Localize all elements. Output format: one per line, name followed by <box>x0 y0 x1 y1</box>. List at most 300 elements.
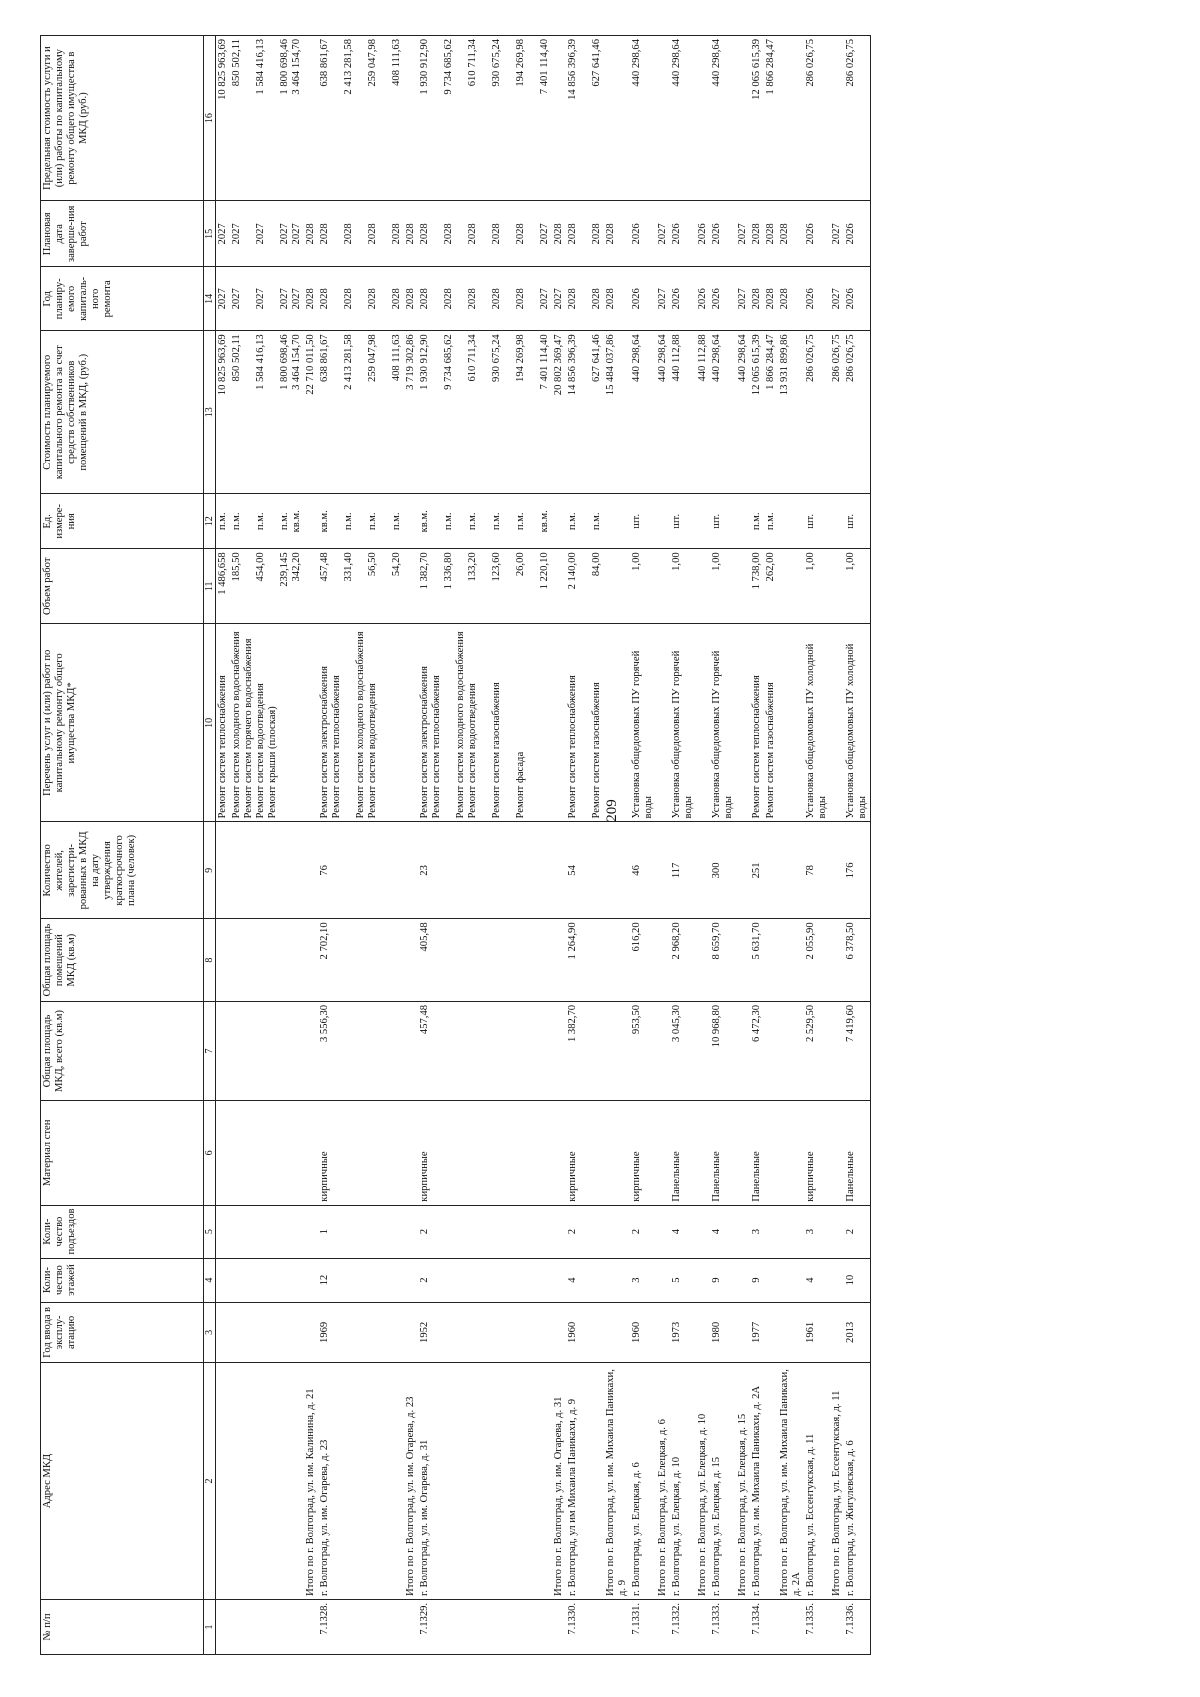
cell-c8: 5 631,70 <box>750 919 764 1002</box>
total-row <box>604 36 630 1655</box>
cell-c10 <box>670 624 696 822</box>
cell-c13 <box>404 331 418 494</box>
cell-c1 <box>552 1599 566 1654</box>
cell-line: 1,00 <box>671 552 683 571</box>
cell-c3 <box>216 1302 231 1363</box>
cell-line: 2028 <box>367 223 379 245</box>
cell-line: 2027 <box>830 223 842 245</box>
cell-c16 <box>566 36 604 201</box>
cell-c9 <box>764 822 778 919</box>
cell-line <box>431 334 443 490</box>
cell-c15 <box>566 201 604 267</box>
cell-c2: г. Волгоград, ул им Михаила Паникахи, д. 9 <box>566 1363 604 1600</box>
cell-line <box>579 334 591 490</box>
table-row <box>630 36 656 1655</box>
cell-line: кв.м. <box>419 510 431 533</box>
cell-line <box>379 552 391 620</box>
cell-c8: 405,48 <box>418 919 552 1002</box>
cell-c13 <box>750 331 764 494</box>
cell-c13 <box>230 331 304 494</box>
cell-c6: кирпичные <box>804 1101 830 1206</box>
cell-c6 <box>230 1101 304 1206</box>
cell-line: 2027 <box>231 223 243 245</box>
cell-c5: 1 <box>318 1205 404 1258</box>
cell-line <box>379 334 391 490</box>
table-row <box>750 36 764 1655</box>
cell-line: п.м. <box>217 512 229 531</box>
cell-line: 14 856 396,39 <box>567 39 579 100</box>
cell-line: п.м. <box>279 512 291 531</box>
column-header-c6: Материал стен <box>41 1101 204 1206</box>
cell-line: 1 866 284,47 <box>765 39 777 95</box>
cell-line <box>737 497 749 545</box>
cell-c10 <box>304 624 318 822</box>
cell-line: 13 931 899,86 <box>779 334 791 396</box>
cell-line <box>479 627 491 818</box>
cell-c6 <box>656 1101 670 1206</box>
cell-line <box>331 552 343 620</box>
cell-line: п.м. <box>255 512 267 531</box>
cell-line: п.м. <box>343 512 355 531</box>
cell-c8 <box>736 919 750 1002</box>
cell-line: п.м. <box>367 512 379 531</box>
cell-line <box>831 39 843 197</box>
cell-c8 <box>696 919 710 1002</box>
cell-line: 133,20 <box>467 552 479 582</box>
total-row <box>656 36 670 1655</box>
cell-c13 <box>656 331 670 494</box>
cell-line: 2028 <box>765 223 777 245</box>
cell-line: п.м. <box>231 512 243 531</box>
cell-line: 2028 <box>765 288 777 310</box>
cell-c13 <box>304 331 318 494</box>
cell-line <box>831 497 843 545</box>
cell-c7: 10 968,80 <box>710 1001 736 1100</box>
cell-c14 <box>552 267 566 331</box>
cell-c12 <box>736 494 750 549</box>
cell-line: 1 584 416,13 <box>255 39 267 95</box>
cell-c15 <box>604 201 630 267</box>
cell-line: 408 111,63 <box>391 334 403 382</box>
cell-c2: Итого по г. Волгоград, ул. им. Михаила Паникахи, д. 9 <box>604 1363 630 1600</box>
cell-line: 2026 <box>804 288 816 310</box>
cell-c16 <box>670 36 696 201</box>
cell-line: 2027 <box>255 288 267 310</box>
cell-line: 2028 <box>491 223 503 245</box>
cell-c3: 1969 <box>318 1302 404 1363</box>
cell-line: 2026 <box>671 288 683 310</box>
cell-line: 440 298,64 <box>631 334 643 382</box>
cell-c14 <box>404 267 418 331</box>
cell-c3 <box>830 1302 844 1363</box>
cell-line <box>355 270 367 327</box>
cell-line: 1 220,10 <box>539 552 551 590</box>
cell-c14 <box>804 267 830 331</box>
cell-line <box>527 270 539 327</box>
cell-c14 <box>750 267 764 331</box>
cell-c15 <box>318 201 404 267</box>
column-number: 15 <box>204 201 216 267</box>
cell-line: 239,145 <box>279 552 291 587</box>
cell-c12 <box>670 494 696 549</box>
table-row <box>804 36 830 1655</box>
cell-c16 <box>230 36 304 201</box>
table-row <box>844 36 870 1655</box>
cell-c8 <box>304 919 318 1002</box>
cell-line: 2026 <box>671 223 683 245</box>
cell-line <box>343 627 355 818</box>
column-number: 5 <box>204 1205 216 1258</box>
cell-c9 <box>696 822 710 919</box>
cell-line: 2027 <box>217 288 229 310</box>
column-header-c13: Стоимость планируемого капитального ремонта за счет средств собственников помещений в МКД, (руб.) <box>41 331 204 494</box>
cell-c7 <box>604 1001 630 1100</box>
cell-line: 440 298,64 <box>631 39 643 87</box>
table-row <box>566 36 604 1655</box>
cell-line: 123,60 <box>491 552 503 582</box>
cell-c4 <box>304 1258 318 1302</box>
cell-line: 930 675,24 <box>491 334 503 382</box>
cell-c9: 300 <box>710 822 736 919</box>
cell-c3 <box>304 1302 318 1363</box>
cell-c10 <box>778 624 804 822</box>
cell-c11 <box>230 549 304 624</box>
cell-line <box>455 39 467 197</box>
cell-c6 <box>736 1101 750 1206</box>
cell-line <box>579 552 591 620</box>
cell-c1: 7.1333. <box>710 1599 736 1654</box>
cell-line: 3 464 154,70 <box>291 334 303 390</box>
cell-c10 <box>696 624 710 822</box>
cell-line <box>553 497 565 545</box>
cell-c16 <box>830 36 844 201</box>
table-row <box>418 36 552 1655</box>
page-number-text: 209 <box>603 798 620 822</box>
cell-line <box>479 39 491 197</box>
cell-c10 <box>804 624 830 822</box>
cell-line: 2026 <box>631 288 643 310</box>
cell-c1: 7.1329. <box>418 1599 552 1654</box>
cell-c15 <box>750 201 764 267</box>
cell-c1 <box>604 1599 630 1654</box>
cell-line <box>455 552 467 620</box>
cell-line <box>479 204 491 263</box>
cell-line: 2028 <box>443 223 455 245</box>
column-header-c8: Общая площадь помещений МКД (кв.м) <box>41 919 204 1002</box>
column-header-c10: Перечень услуг и (или) работ по капитальному ремонту общего имущества МКД* <box>41 624 204 822</box>
column-header-c5: Коли-чество подъездов <box>41 1205 204 1258</box>
cell-c5 <box>404 1205 418 1258</box>
cell-c13 <box>830 331 844 494</box>
cell-line: 2028 <box>419 288 431 310</box>
cell-line <box>503 497 515 545</box>
cell-line: 286 026,75 <box>804 334 816 382</box>
cell-c6 <box>696 1101 710 1206</box>
cell-line: 1 382,70 <box>419 552 431 590</box>
cell-c1 <box>736 1599 750 1654</box>
cell-c6 <box>604 1101 630 1206</box>
cell-line: кв.м. <box>291 510 303 533</box>
cell-c6: кирпичные <box>418 1101 552 1206</box>
cell-c8 <box>604 919 630 1002</box>
cell-line: п.м. <box>751 512 763 531</box>
total-row <box>736 36 750 1655</box>
cell-c4: 10 <box>844 1258 870 1302</box>
cell-c12 <box>750 494 764 549</box>
cell-line: Ремонт систем теплоснабжения <box>217 675 229 819</box>
cell-c1 <box>696 1599 710 1654</box>
cell-c11 <box>404 549 418 624</box>
cell-c9: 76 <box>318 822 404 919</box>
cell-c11 <box>630 549 656 624</box>
cell-c8 <box>216 919 231 1002</box>
cell-line <box>737 39 749 197</box>
cell-c12 <box>656 494 670 549</box>
cell-c11 <box>552 549 566 624</box>
cell-line <box>243 497 255 545</box>
column-header-c4: Коли-чество этажей <box>41 1258 204 1302</box>
cell-line: 1,00 <box>844 552 856 571</box>
cell-c4 <box>552 1258 566 1302</box>
column-number: 6 <box>204 1101 216 1206</box>
cell-c12 <box>710 494 736 549</box>
cell-line: Ремонт систем теплоснабжения <box>431 675 443 819</box>
cell-line: Ремонт систем холодного водоснабжения <box>231 631 243 819</box>
cell-c15 <box>230 201 304 267</box>
cell-c6: кирпичные <box>630 1101 656 1206</box>
cell-line: 2028 <box>391 223 403 245</box>
cell-c2 <box>764 1363 778 1600</box>
cell-c5: 2 <box>844 1205 870 1258</box>
cell-c16 <box>804 36 830 201</box>
cell-line: 10 825 963,69 <box>217 39 229 100</box>
cell-line: 2028 <box>751 223 763 245</box>
cell-line <box>243 552 255 620</box>
cell-c13 <box>566 331 604 494</box>
cell-line <box>579 270 591 327</box>
cell-c2: Итого по г. Волгоград, ул. им. Огарева, д. 31 <box>552 1363 566 1600</box>
cell-c13 <box>844 331 870 494</box>
cell-c6 <box>764 1101 778 1206</box>
cell-line: 1,00 <box>631 552 643 571</box>
cell-c13 <box>696 331 710 494</box>
cell-line: 1 930 912,90 <box>419 334 431 390</box>
cell-c10 <box>318 624 404 822</box>
cell-c4 <box>696 1258 710 1302</box>
cell-c9 <box>552 822 566 919</box>
cell-line: 12 065 615,39 <box>751 39 763 100</box>
cell-c12 <box>566 494 604 549</box>
cell-line <box>527 204 539 263</box>
cell-line: п.м. <box>591 512 603 531</box>
cell-c8 <box>552 919 566 1002</box>
cell-line: п.м. <box>567 512 579 531</box>
cell-line: 2028 <box>391 288 403 310</box>
cell-c5 <box>604 1205 630 1258</box>
cell-line: 610 711,34 <box>467 39 479 87</box>
cell-line: 1 584 416,13 <box>255 334 267 390</box>
cell-c12 <box>404 494 418 549</box>
cell-line: Установка общедомовых ПУ горячей воды <box>711 650 735 819</box>
cell-c11 <box>670 549 696 624</box>
cell-c5 <box>736 1205 750 1258</box>
cell-c2: Итого по г. Волгоград, ул. Елецкая, д. 15 <box>736 1363 750 1600</box>
cell-c1 <box>830 1599 844 1654</box>
cell-c11 <box>750 549 764 624</box>
cell-c14 <box>830 267 844 331</box>
cell-c15 <box>670 201 696 267</box>
cell-c1 <box>778 1599 804 1654</box>
cell-c11 <box>710 549 736 624</box>
column-header-c11: Объем работ <box>41 549 204 624</box>
cell-c6 <box>216 1101 231 1206</box>
cell-line <box>657 552 669 620</box>
cell-c9 <box>736 822 750 919</box>
cell-line <box>331 497 343 545</box>
cell-line: 2028 <box>367 288 379 310</box>
cell-c13 <box>630 331 656 494</box>
cell-c13 <box>318 331 404 494</box>
cell-c5: 3 <box>804 1205 830 1258</box>
cell-line: п.м. <box>515 512 527 531</box>
cell-c10 <box>750 624 764 822</box>
cell-c14 <box>670 267 696 331</box>
cell-line: Ремонт систем газоснабжения <box>591 682 603 819</box>
cell-line: 2028 <box>605 223 617 245</box>
cell-line <box>697 552 709 620</box>
cell-c7 <box>216 1001 231 1100</box>
cell-line: Ремонт фасада <box>515 751 527 819</box>
cell-line <box>479 334 491 490</box>
cell-line <box>267 204 279 263</box>
cell-line <box>405 627 417 818</box>
cell-c4: 4 <box>566 1258 604 1302</box>
cell-c12 <box>804 494 830 549</box>
cell-c2: г. Волгоград, ул. Елецкая, д. 15 <box>710 1363 736 1600</box>
cell-c6: Панельные <box>844 1101 870 1206</box>
cell-c5: 2 <box>566 1205 604 1258</box>
cell-line <box>455 204 467 263</box>
cell-c4: 5 <box>670 1258 696 1302</box>
cell-c15 <box>764 201 778 267</box>
cell-c14 <box>696 267 710 331</box>
cell-c16 <box>656 36 670 201</box>
cell-c2: г. Волгоград, ул. им. Огарева, д. 23 <box>318 1363 404 1600</box>
cell-c16 <box>696 36 710 201</box>
cell-c11 <box>778 549 804 624</box>
cell-line: 2028 <box>567 223 579 245</box>
cell-line <box>553 627 565 818</box>
cell-c5: 4 <box>670 1205 696 1258</box>
cell-c13 <box>778 331 804 494</box>
cell-c1: 7.1336. <box>844 1599 870 1654</box>
cell-c4: 3 <box>630 1258 656 1302</box>
cell-line: Ремонт систем водоотведения <box>367 683 379 819</box>
cell-line: 1 336,80 <box>443 552 455 590</box>
cell-line <box>527 497 539 545</box>
cell-c15 <box>778 201 804 267</box>
cell-line: Установка общедомовых ПУ горячей воды <box>631 650 655 819</box>
cell-line: 185,50 <box>231 552 243 582</box>
cell-line: 2028 <box>605 288 617 310</box>
cell-c10 <box>630 624 656 822</box>
cell-line: 259 047,98 <box>367 334 379 382</box>
total-row <box>552 36 566 1655</box>
cell-line: п.м. <box>391 512 403 531</box>
column-number: 8 <box>204 919 216 1002</box>
cell-line: 2026 <box>631 223 643 245</box>
cell-c3 <box>404 1302 418 1363</box>
cell-c14 <box>216 267 231 331</box>
cell-c7: 2 529,50 <box>804 1001 830 1100</box>
cell-line: 194 269,98 <box>515 39 527 87</box>
cell-c4 <box>230 1258 304 1302</box>
cell-c10 <box>552 624 566 822</box>
cell-c8: 2 055,90 <box>804 919 830 1002</box>
cell-line <box>697 627 709 818</box>
cell-line <box>455 497 467 545</box>
column-number: 13 <box>204 331 216 494</box>
cell-line: 1 738,00 <box>751 552 763 590</box>
cell-c10 <box>710 624 736 822</box>
cell-c7 <box>778 1001 804 1100</box>
cell-line <box>267 334 279 490</box>
cell-line: шт. <box>804 513 816 529</box>
cell-c3: 1977 <box>750 1302 764 1363</box>
cell-c8 <box>778 919 804 1002</box>
cell-c5 <box>696 1205 710 1258</box>
cell-c1 <box>304 1599 318 1654</box>
cell-c9 <box>230 822 304 919</box>
column-header-c7: Общая площадь МКД, всего (кв.м) <box>41 1001 204 1100</box>
cell-line: шт. <box>631 513 643 529</box>
cell-c3: 1973 <box>670 1302 696 1363</box>
column-header-c9: Количество жителей, зарегистри-рованных в МКД на дату утверждения краткосрочного плана (человек) <box>41 822 204 919</box>
cell-c3: 1952 <box>418 1302 552 1363</box>
cell-line <box>379 497 391 545</box>
cell-c7: 3 045,30 <box>670 1001 696 1100</box>
cell-line <box>503 627 515 818</box>
cell-c3: 1960 <box>566 1302 604 1363</box>
cell-line: 3 719 302,86 <box>405 334 417 390</box>
cell-line <box>479 497 491 545</box>
cell-c7: 953,50 <box>630 1001 656 1100</box>
cell-line: Установка общедомовых ПУ холодной воды <box>804 643 828 819</box>
cell-line <box>579 627 591 818</box>
cell-line: 1,00 <box>804 552 816 571</box>
cell-c6: кирпичные <box>318 1101 404 1206</box>
cell-line <box>379 270 391 327</box>
cell-line: 440 298,64 <box>671 39 683 87</box>
cell-c5: 2 <box>418 1205 552 1258</box>
cell-line: 1 866 284,47 <box>765 334 777 390</box>
cell-line: 440 112,88 <box>697 334 709 382</box>
cell-c9 <box>656 822 670 919</box>
cell-line: 2028 <box>343 288 355 310</box>
cell-line <box>779 552 791 620</box>
cell-line: 638 861,67 <box>319 334 331 382</box>
cell-line: 286 026,75 <box>844 39 856 87</box>
cell-c8: 2 702,10 <box>318 919 404 1002</box>
cell-line <box>405 497 417 545</box>
cell-line <box>355 552 367 620</box>
cell-line: 15 484 037,86 <box>605 334 617 396</box>
cell-line <box>605 552 617 620</box>
cell-line <box>831 627 843 818</box>
cell-c14 <box>710 267 736 331</box>
cell-c2 <box>230 1363 304 1600</box>
table-row <box>764 36 778 1655</box>
